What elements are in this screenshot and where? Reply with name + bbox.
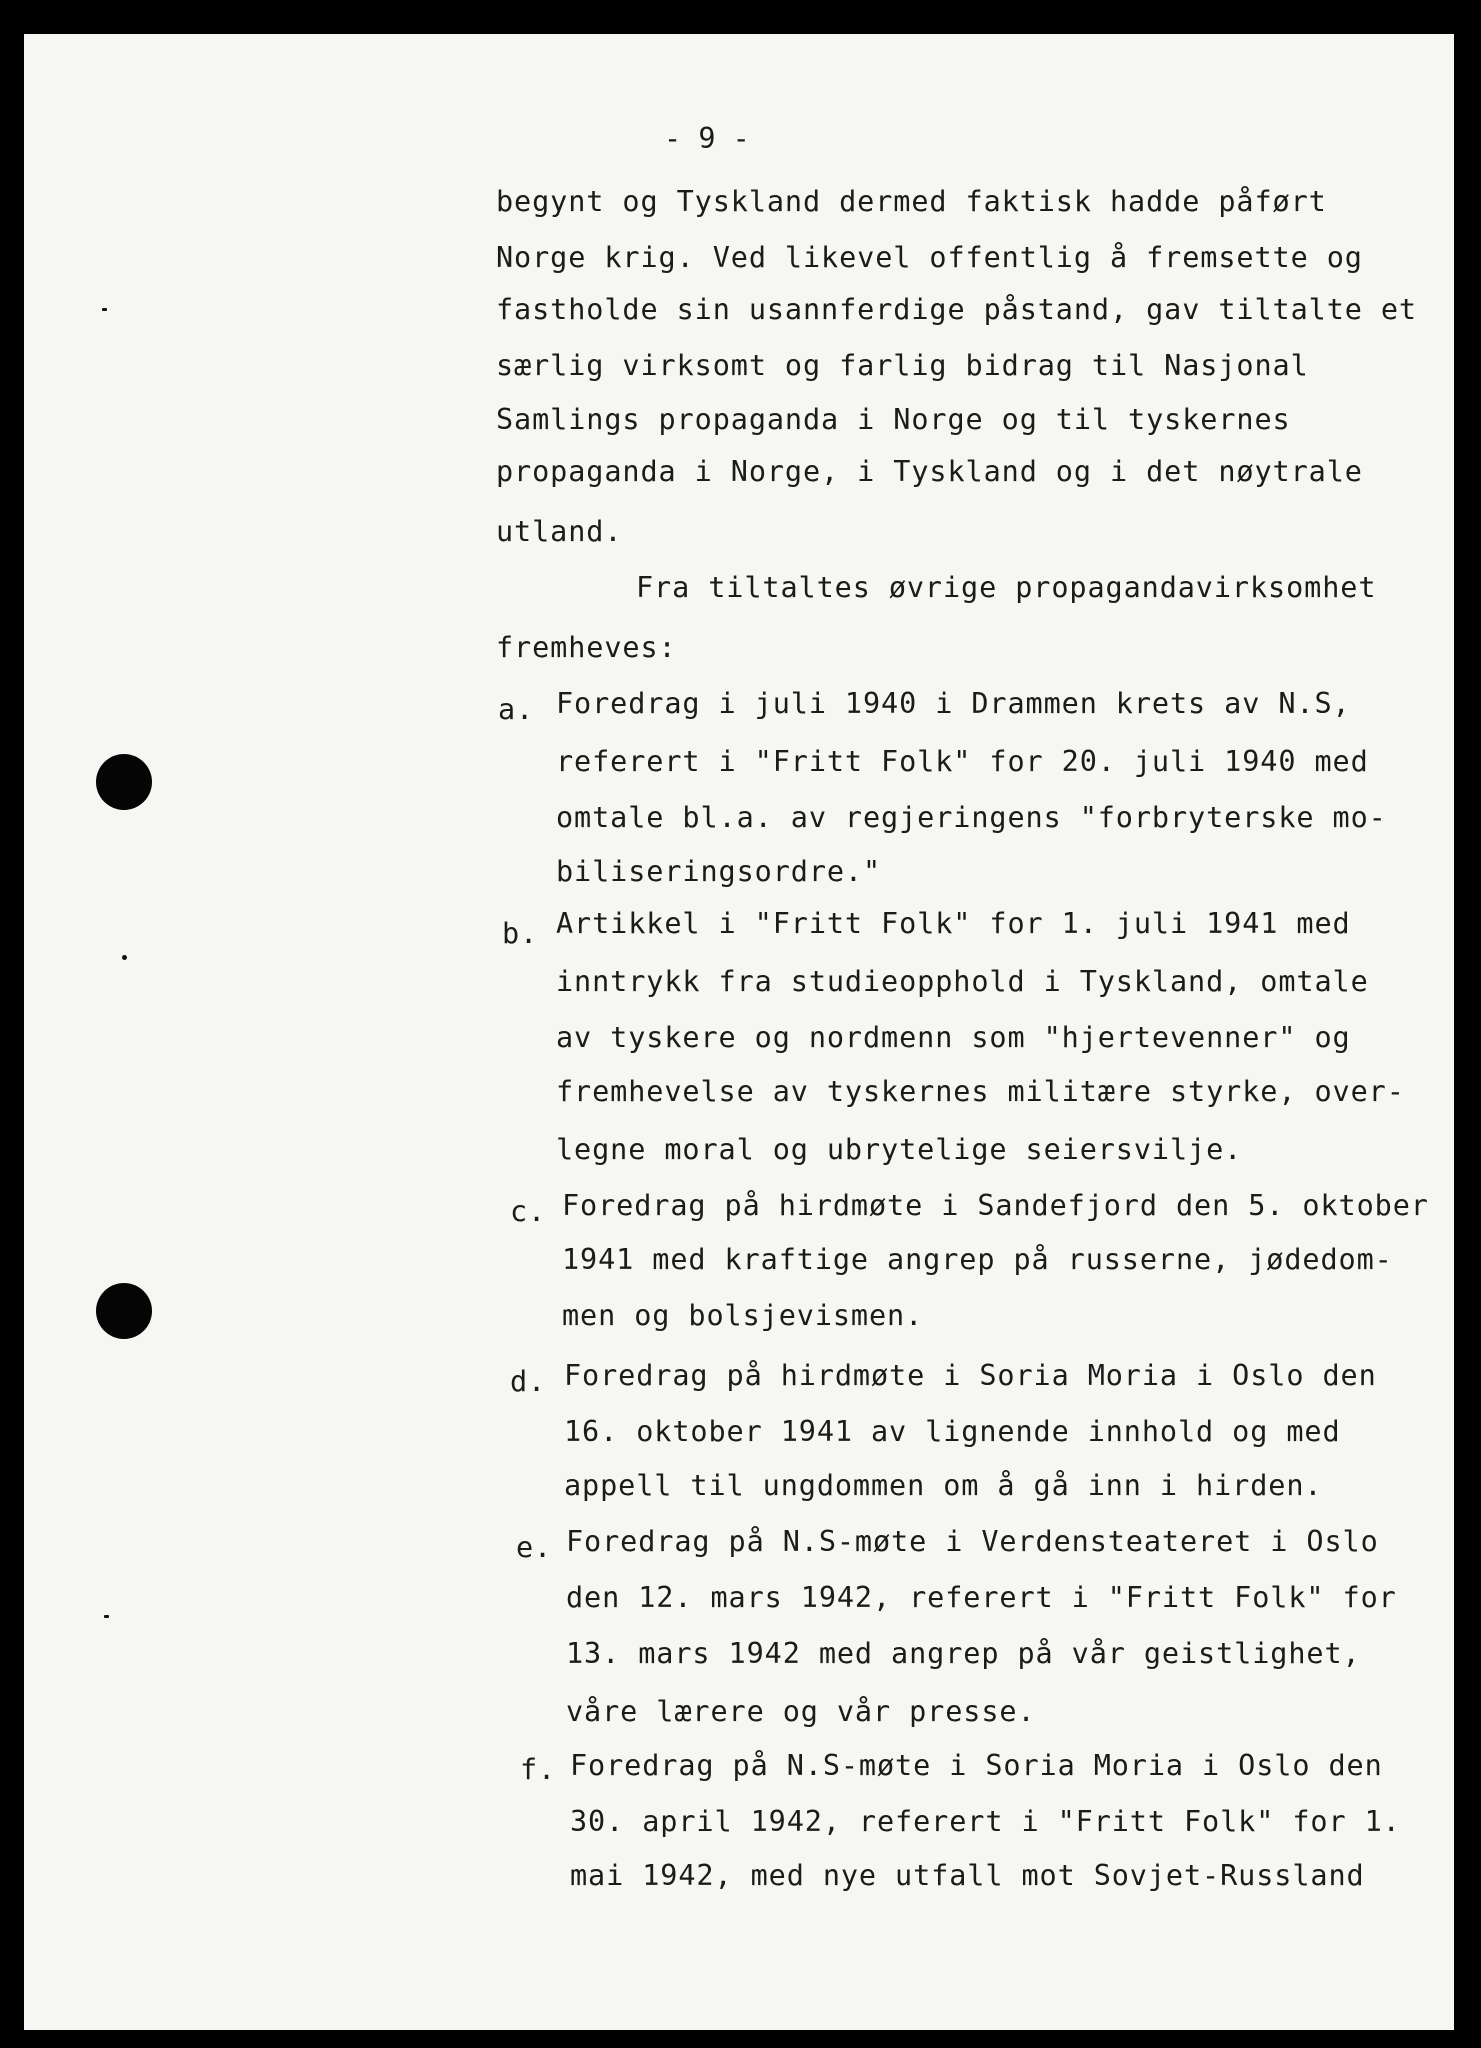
paragraph1-line-4: særlig virksomt og farlig bidrag til Nasjonal: [496, 349, 1309, 382]
item-f-line-1: Foredrag på N.S-møte i Soria Moria i Oslo den: [570, 1749, 1383, 1782]
item-d-marker: d.: [510, 1365, 547, 1398]
item-c-line-1: Foredrag på hirdmøte i Sandefjord den 5. oktober: [562, 1189, 1429, 1222]
item-f-line-3: mai 1942, med nye utfall mot Sovjet-Russland: [570, 1859, 1365, 1892]
item-f-line-2: 30. april 1942, referert i "Fritt Folk" for 1.: [570, 1805, 1401, 1838]
item-f-marker: f.: [520, 1753, 557, 1786]
item-e-line-4: våre lærere og vår presse.: [566, 1695, 1036, 1728]
item-a-line-4: biliseringsordre.": [556, 855, 882, 888]
item-b-line-5: legne moral og ubrytelige seiersvilje.: [556, 1133, 1243, 1166]
item-a-line-2: referert i "Fritt Folk" for 20. juli 1940 med: [556, 745, 1369, 778]
paragraph2-line-2: fremheves:: [496, 631, 677, 664]
margin-mark: [102, 308, 107, 311]
item-a-marker: a.: [498, 693, 535, 726]
paragraph1-line-5: Samlings propaganda i Norge og til tyskernes: [496, 403, 1291, 436]
punch-hole-bottom: [96, 1283, 152, 1339]
item-e-line-2: den 12. mars 1942, referert i "Fritt Folk" for: [566, 1581, 1397, 1614]
item-d-line-3: appell til ungdommen om å gå inn i hirden.: [564, 1469, 1323, 1502]
item-a-line-3: omtale bl.a. av regjeringens "forbryterske mo-: [556, 801, 1387, 834]
item-e-marker: e.: [516, 1531, 553, 1564]
item-c-marker: c.: [510, 1195, 547, 1228]
paragraph1-line-1: begynt og Tyskland dermed faktisk hadde påført: [496, 185, 1327, 218]
item-d-line-1: Foredrag på hirdmøte i Soria Moria i Oslo den: [564, 1359, 1377, 1392]
page-number: - 9 -: [664, 122, 750, 155]
item-b-line-1: Artikkel i "Fritt Folk" for 1. juli 1941 med: [556, 907, 1351, 940]
punch-hole-top: [96, 754, 152, 810]
item-c-line-2: 1941 med kraftige angrep på russerne, jødedom-: [562, 1243, 1393, 1276]
paragraph2-line-1: Fra tiltaltes øvrige propagandavirksomhet: [636, 571, 1377, 604]
margin-mark: [122, 955, 127, 960]
paragraph1-line-7: utland.: [496, 515, 623, 548]
item-d-line-2: 16. oktober 1941 av lignende innhold og med: [564, 1415, 1341, 1448]
document-page: [24, 34, 1454, 2030]
margin-mark: [104, 1615, 109, 1618]
item-e-line-1: Foredrag på N.S-møte i Verdensteateret i Oslo: [566, 1525, 1379, 1558]
item-a-line-1: Foredrag i juli 1940 i Drammen krets av N.S,: [556, 687, 1351, 720]
paragraph1-line-2: Norge krig. Ved likevel offentlig å fremsette og: [496, 241, 1363, 274]
item-e-line-3: 13. mars 1942 med angrep på vår geistlighet,: [566, 1637, 1361, 1670]
item-b-line-3: av tyskere og nordmenn som "hjertevenner" og: [556, 1021, 1351, 1054]
item-b-marker: b.: [502, 917, 539, 950]
paragraph1-line-6: propaganda i Norge, i Tyskland og i det nøytrale: [496, 455, 1363, 488]
item-c-line-3: men og bolsjevismen.: [562, 1299, 924, 1332]
item-b-line-2: inntrykk fra studieopphold i Tyskland, omtale: [556, 965, 1369, 998]
paragraph1-line-3: fastholde sin usannferdige påstand, gav tiltalte et: [496, 293, 1417, 326]
item-b-line-4: fremhevelse av tyskernes militære styrke, over-: [556, 1075, 1405, 1108]
